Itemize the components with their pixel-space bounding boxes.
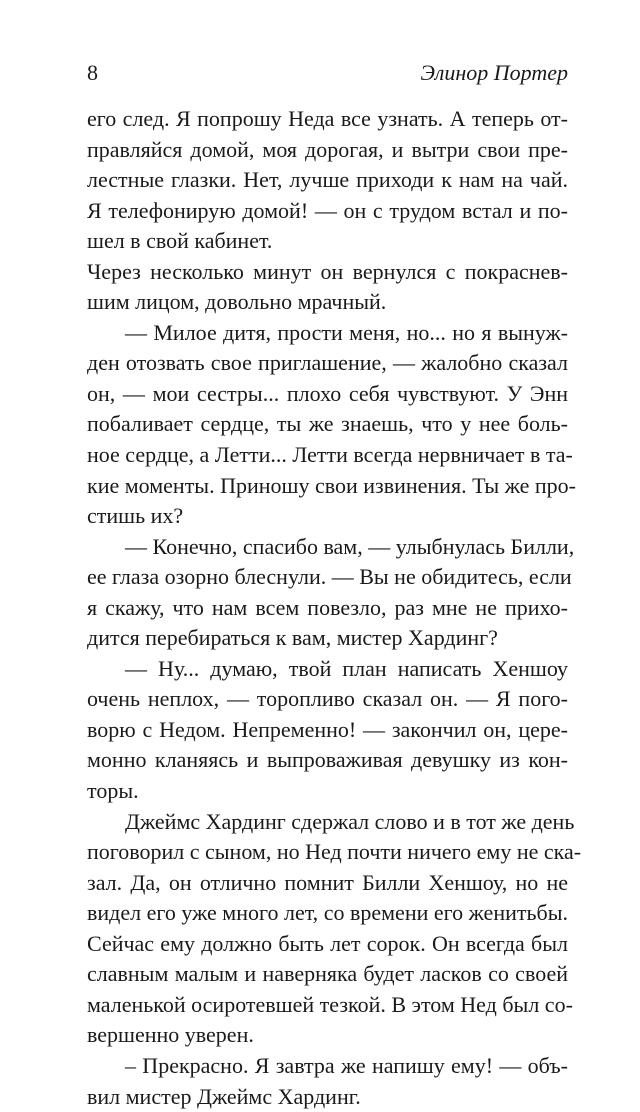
text-line: дится перебираться к вам, мистер Хардинг?: [87, 623, 568, 654]
text-line: поговорил с сыном, но Нед почти ничего ему не ска-: [87, 837, 568, 868]
text-line: — Конечно, спасибо вам, — улыбнулась Билли,: [87, 532, 568, 563]
text-line: вил мистер Джеймс Хардинг.: [87, 1082, 568, 1112]
text-line: маленькой осиротевшей тезкой. В этом Нед был со-: [87, 990, 568, 1021]
text-line: Джеймс Хардинг сдержал слово и в тот же день: [87, 807, 568, 838]
running-head-author: Элинор Портер: [420, 60, 568, 86]
text-line: — Ну... думаю, твой план написать Хеншоу: [87, 654, 568, 685]
text-line: вершенно уверен.: [87, 1020, 568, 1051]
text-line: лестные глазки. Нет, лучше приходи к нам на чай.: [87, 165, 568, 196]
text-line: стишь их?: [87, 501, 568, 532]
text-line: Сейчас ему должно быть лет сорок. Он всегда был: [87, 929, 568, 960]
text-line: шим лицом, довольно мрачный.: [87, 287, 568, 318]
text-line: Я телефонирую домой! — он с трудом встал и по-: [87, 196, 568, 227]
page-number: 8: [87, 60, 98, 86]
text-line: побаливает сердце, ты же знаешь, что у нее боль-: [87, 409, 568, 440]
text-line: правляйся домой, моя дорогая, и вытри свои пре-: [87, 135, 568, 166]
text-line: я скажу, что нам всем повезло, раз мне не прихо-: [87, 593, 568, 624]
text-line: он, — мои сестры... плохо себя чувствуют. У Энн: [87, 379, 568, 410]
text-line: зал. Да, он отлично помнит Билли Хеншоу, но не: [87, 868, 568, 899]
text-line: славным малым и наверняка будет ласков со своей: [87, 959, 568, 990]
text-line: кие моменты. Приношу свои извинения. Ты же про-: [87, 471, 568, 502]
text-line: монно кланяясь и выпроваживая девушку из кон-: [87, 745, 568, 776]
text-line: Через несколько минут он вернулся с покраснев-: [87, 257, 568, 288]
text-line: ден отозвать свое приглашение, — жалобно сказал: [87, 348, 568, 379]
text-line: ее глаза озорно блеснули. — Вы не обидитесь, если: [87, 562, 568, 593]
text-line: — Милое дитя, прости меня, но... но я вынуж-: [87, 318, 568, 349]
text-line: очень неплох, — торопливо сказал он. — Я пого-: [87, 684, 568, 715]
text-line: ное сердце, а Летти... Летти всегда нервничает в та-: [87, 440, 568, 471]
text-line: его след. Я попрошу Неда все узнать. А теперь от-: [87, 104, 568, 135]
text-line: ворю с Недом. Непременно! — закончил он, цере-: [87, 715, 568, 746]
text-line: – Прекрасно. Я завтра же напишу ему! — объ-: [87, 1051, 568, 1082]
body-text: [87, 104, 568, 1112]
text-line: видел его уже много лет, со времени его женитьбы.: [87, 898, 568, 929]
text-line: шел в свой кабинет.: [87, 226, 568, 257]
text-line: торы.: [87, 776, 568, 807]
